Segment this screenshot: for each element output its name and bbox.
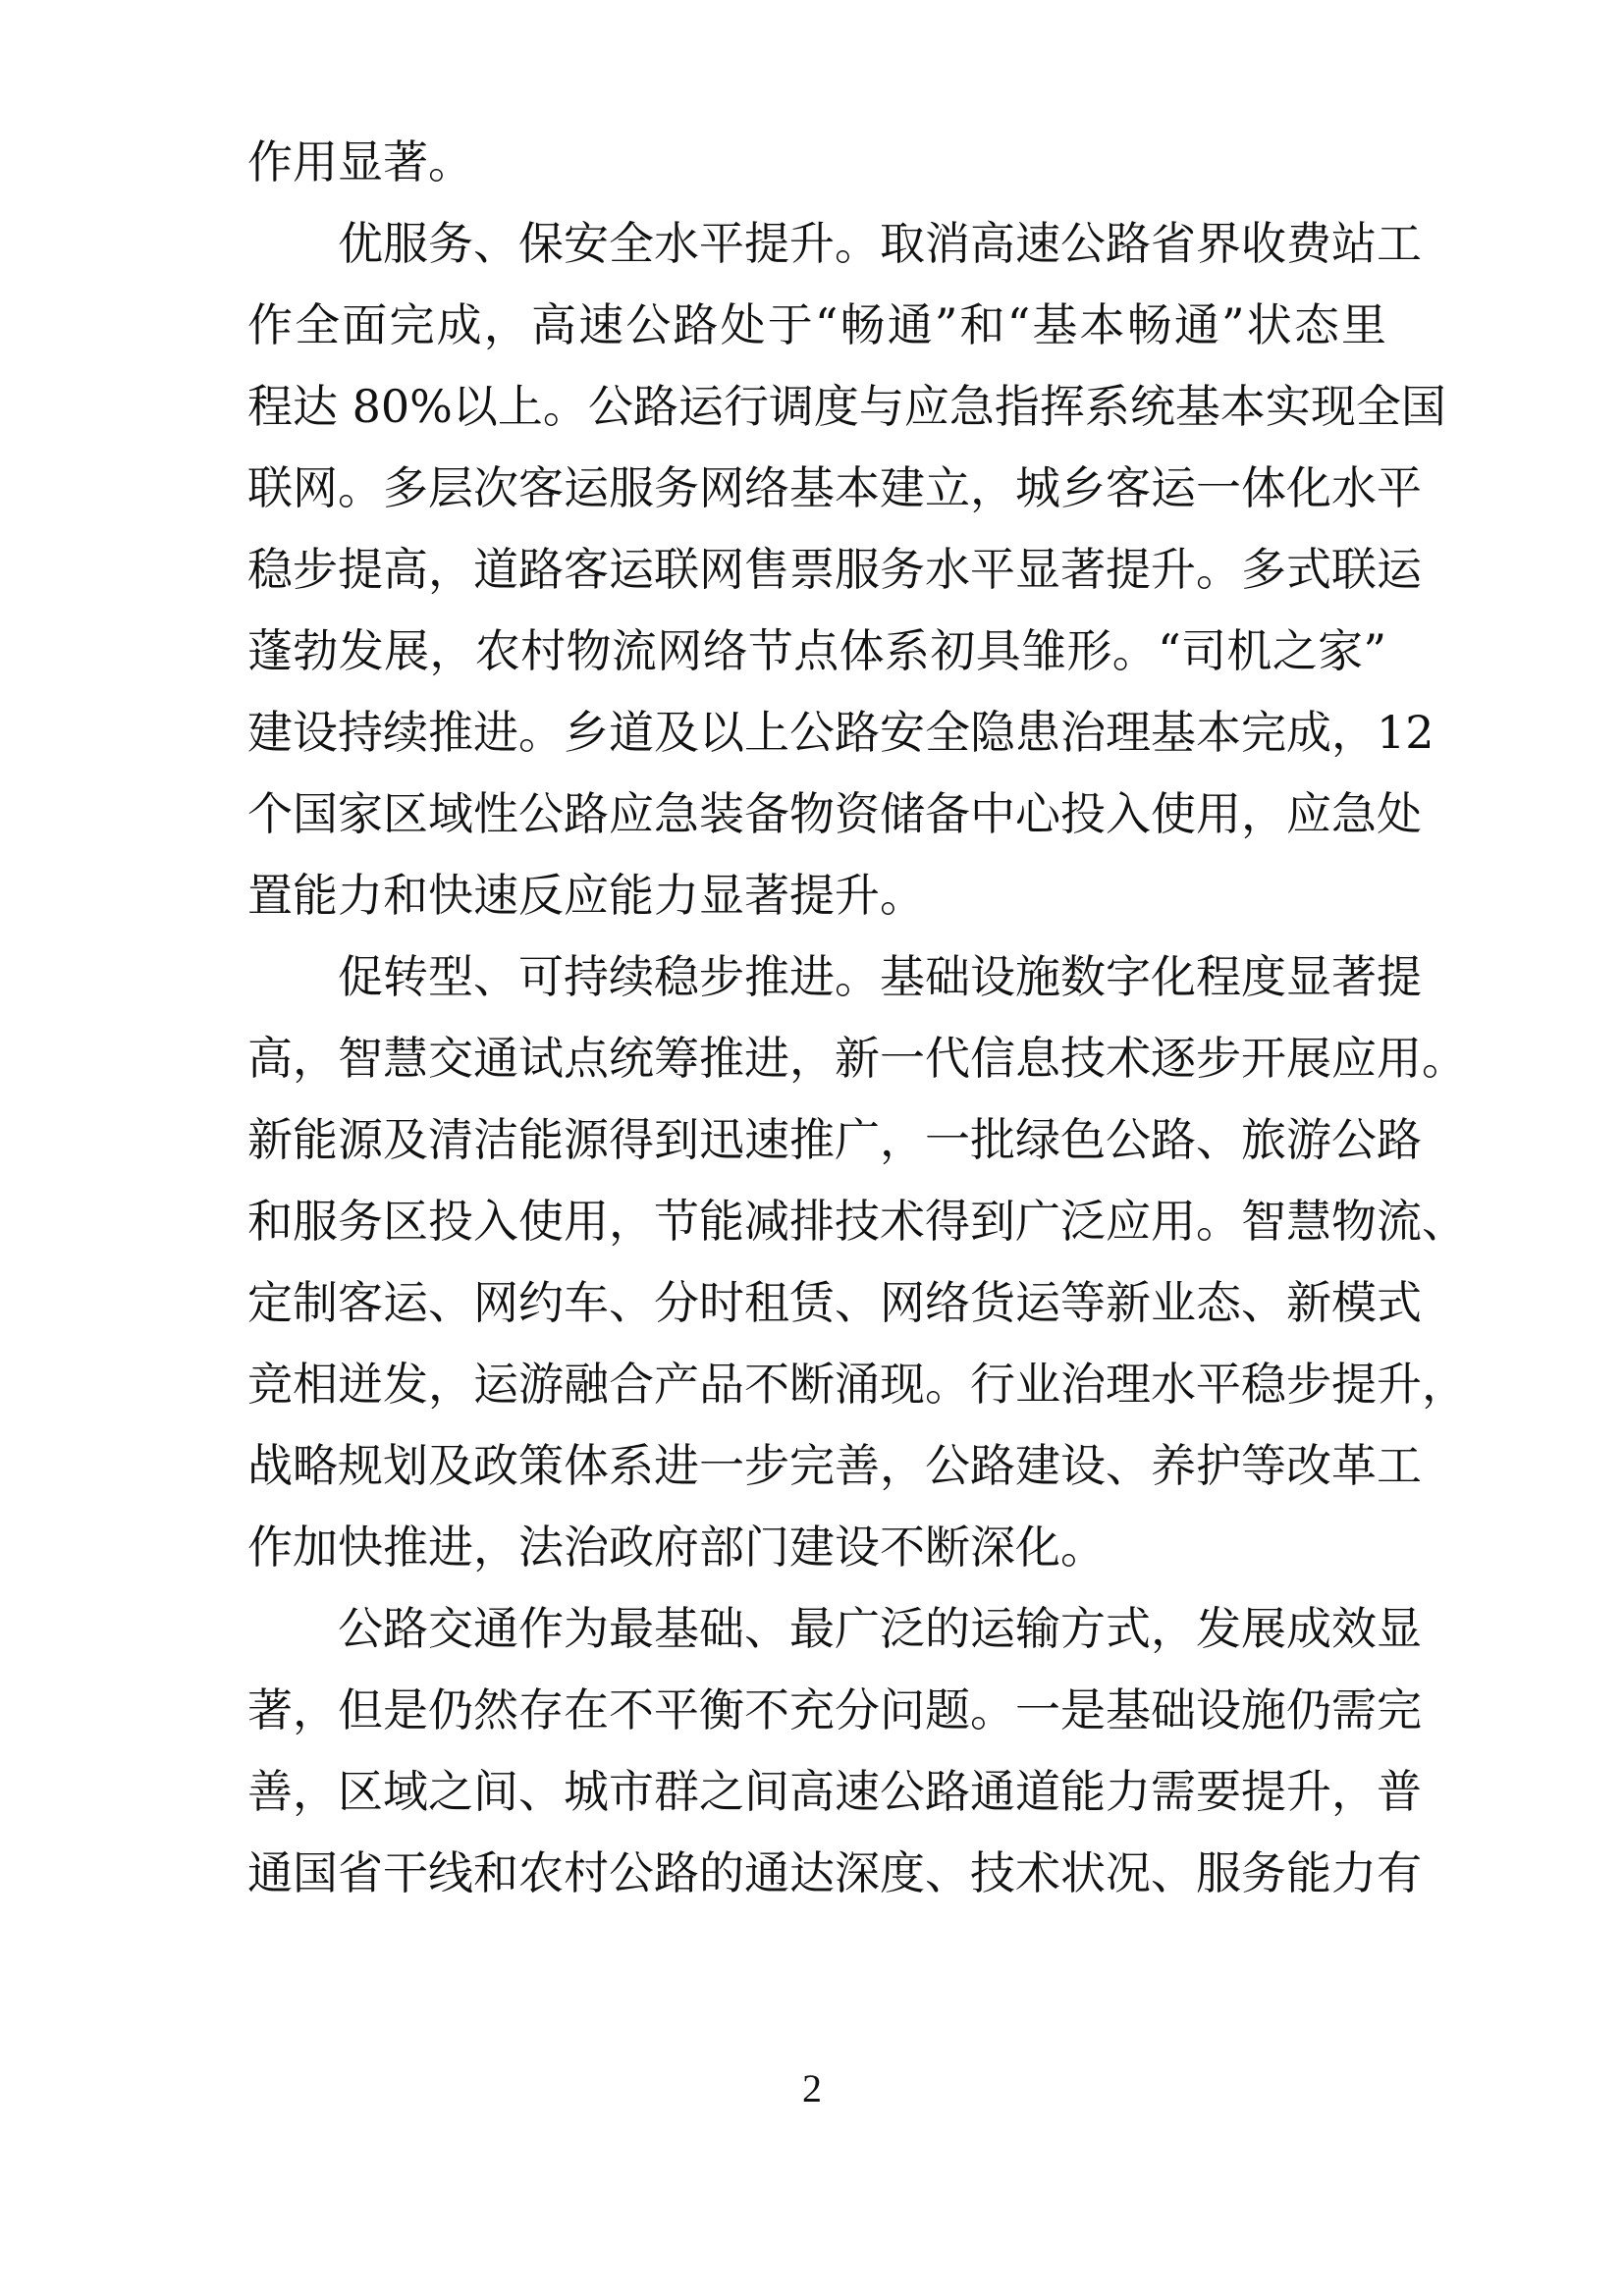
text-line: 个国家区域性公路应急装备物资储备中心投入使用，应急处 — [247, 787, 1422, 840]
text-line: 著，但是仍然存在不平衡不充分问题。一是基础设施仍需完 — [247, 1683, 1422, 1736]
text-line: 作全面完成，高速公路处于“畅通”和“基本畅通”状态里 — [247, 298, 1386, 351]
text-line: 竞相迸发，运游融合产品不断涌现。行业治理水平稳步提升， — [247, 1358, 1467, 1411]
text-line: 稳步提高，道路客运联网售票服务水平显著提升。多式联运 — [247, 543, 1422, 596]
paragraph-heading-line: 优服务、保安全水平提升。取消高速公路省界收费站工 — [338, 217, 1422, 270]
text-line: 置能力和快速反应能力显著提升。 — [247, 869, 925, 922]
text-line: 作用显著。 — [247, 135, 473, 188]
text-line: 程达 80%以上。公路运行调度与应急指挥系统基本实现全国 — [247, 380, 1446, 433]
text-line: 高，智慧交通试点统筹推进，新一代信息技术逐步开展应用。 — [247, 1032, 1467, 1085]
paragraph-first-line: 公路交通作为最基础、最广泛的运输方式，发展成效显 — [338, 1602, 1422, 1655]
page-number: 2 — [802, 2066, 822, 2110]
text-line: 作加快推进，法治政府部门建设不断深化。 — [247, 1521, 1106, 1574]
text-line: 善，区域之间、城市群之间高速公路通道能力需要提升，普 — [247, 1765, 1422, 1818]
text-line: 战略规划及政策体系进一步完善，公路建设、养护等改革工 — [247, 1439, 1422, 1492]
text-line: 建设持续推进。乡道及以上公路安全隐患治理基本完成，12 — [247, 706, 1435, 759]
text-line: 新能源及清洁能源得到迅速推广，一批绿色公路、旅游公路 — [247, 1113, 1422, 1166]
paragraph-heading-line: 促转型、可持续稳步推进。基础设施数字化程度显著提 — [338, 950, 1422, 1003]
text-line: 定制客运、网约车、分时租赁、网络货运等新业态、新模式 — [247, 1276, 1422, 1329]
text-line: 通国省干线和农村公路的通达深度、技术状况、服务能力有 — [247, 1846, 1422, 1899]
text-line: 和服务区投入使用，节能减排技术得到广泛应用。智慧物流、 — [247, 1195, 1467, 1248]
text-line: 蓬勃发展，农村物流网络节点体系初具雏形。“司机之家” — [247, 624, 1386, 677]
text-line: 联网。多层次客运服务网络基本建立，城乡客运一体化水平 — [247, 461, 1422, 514]
